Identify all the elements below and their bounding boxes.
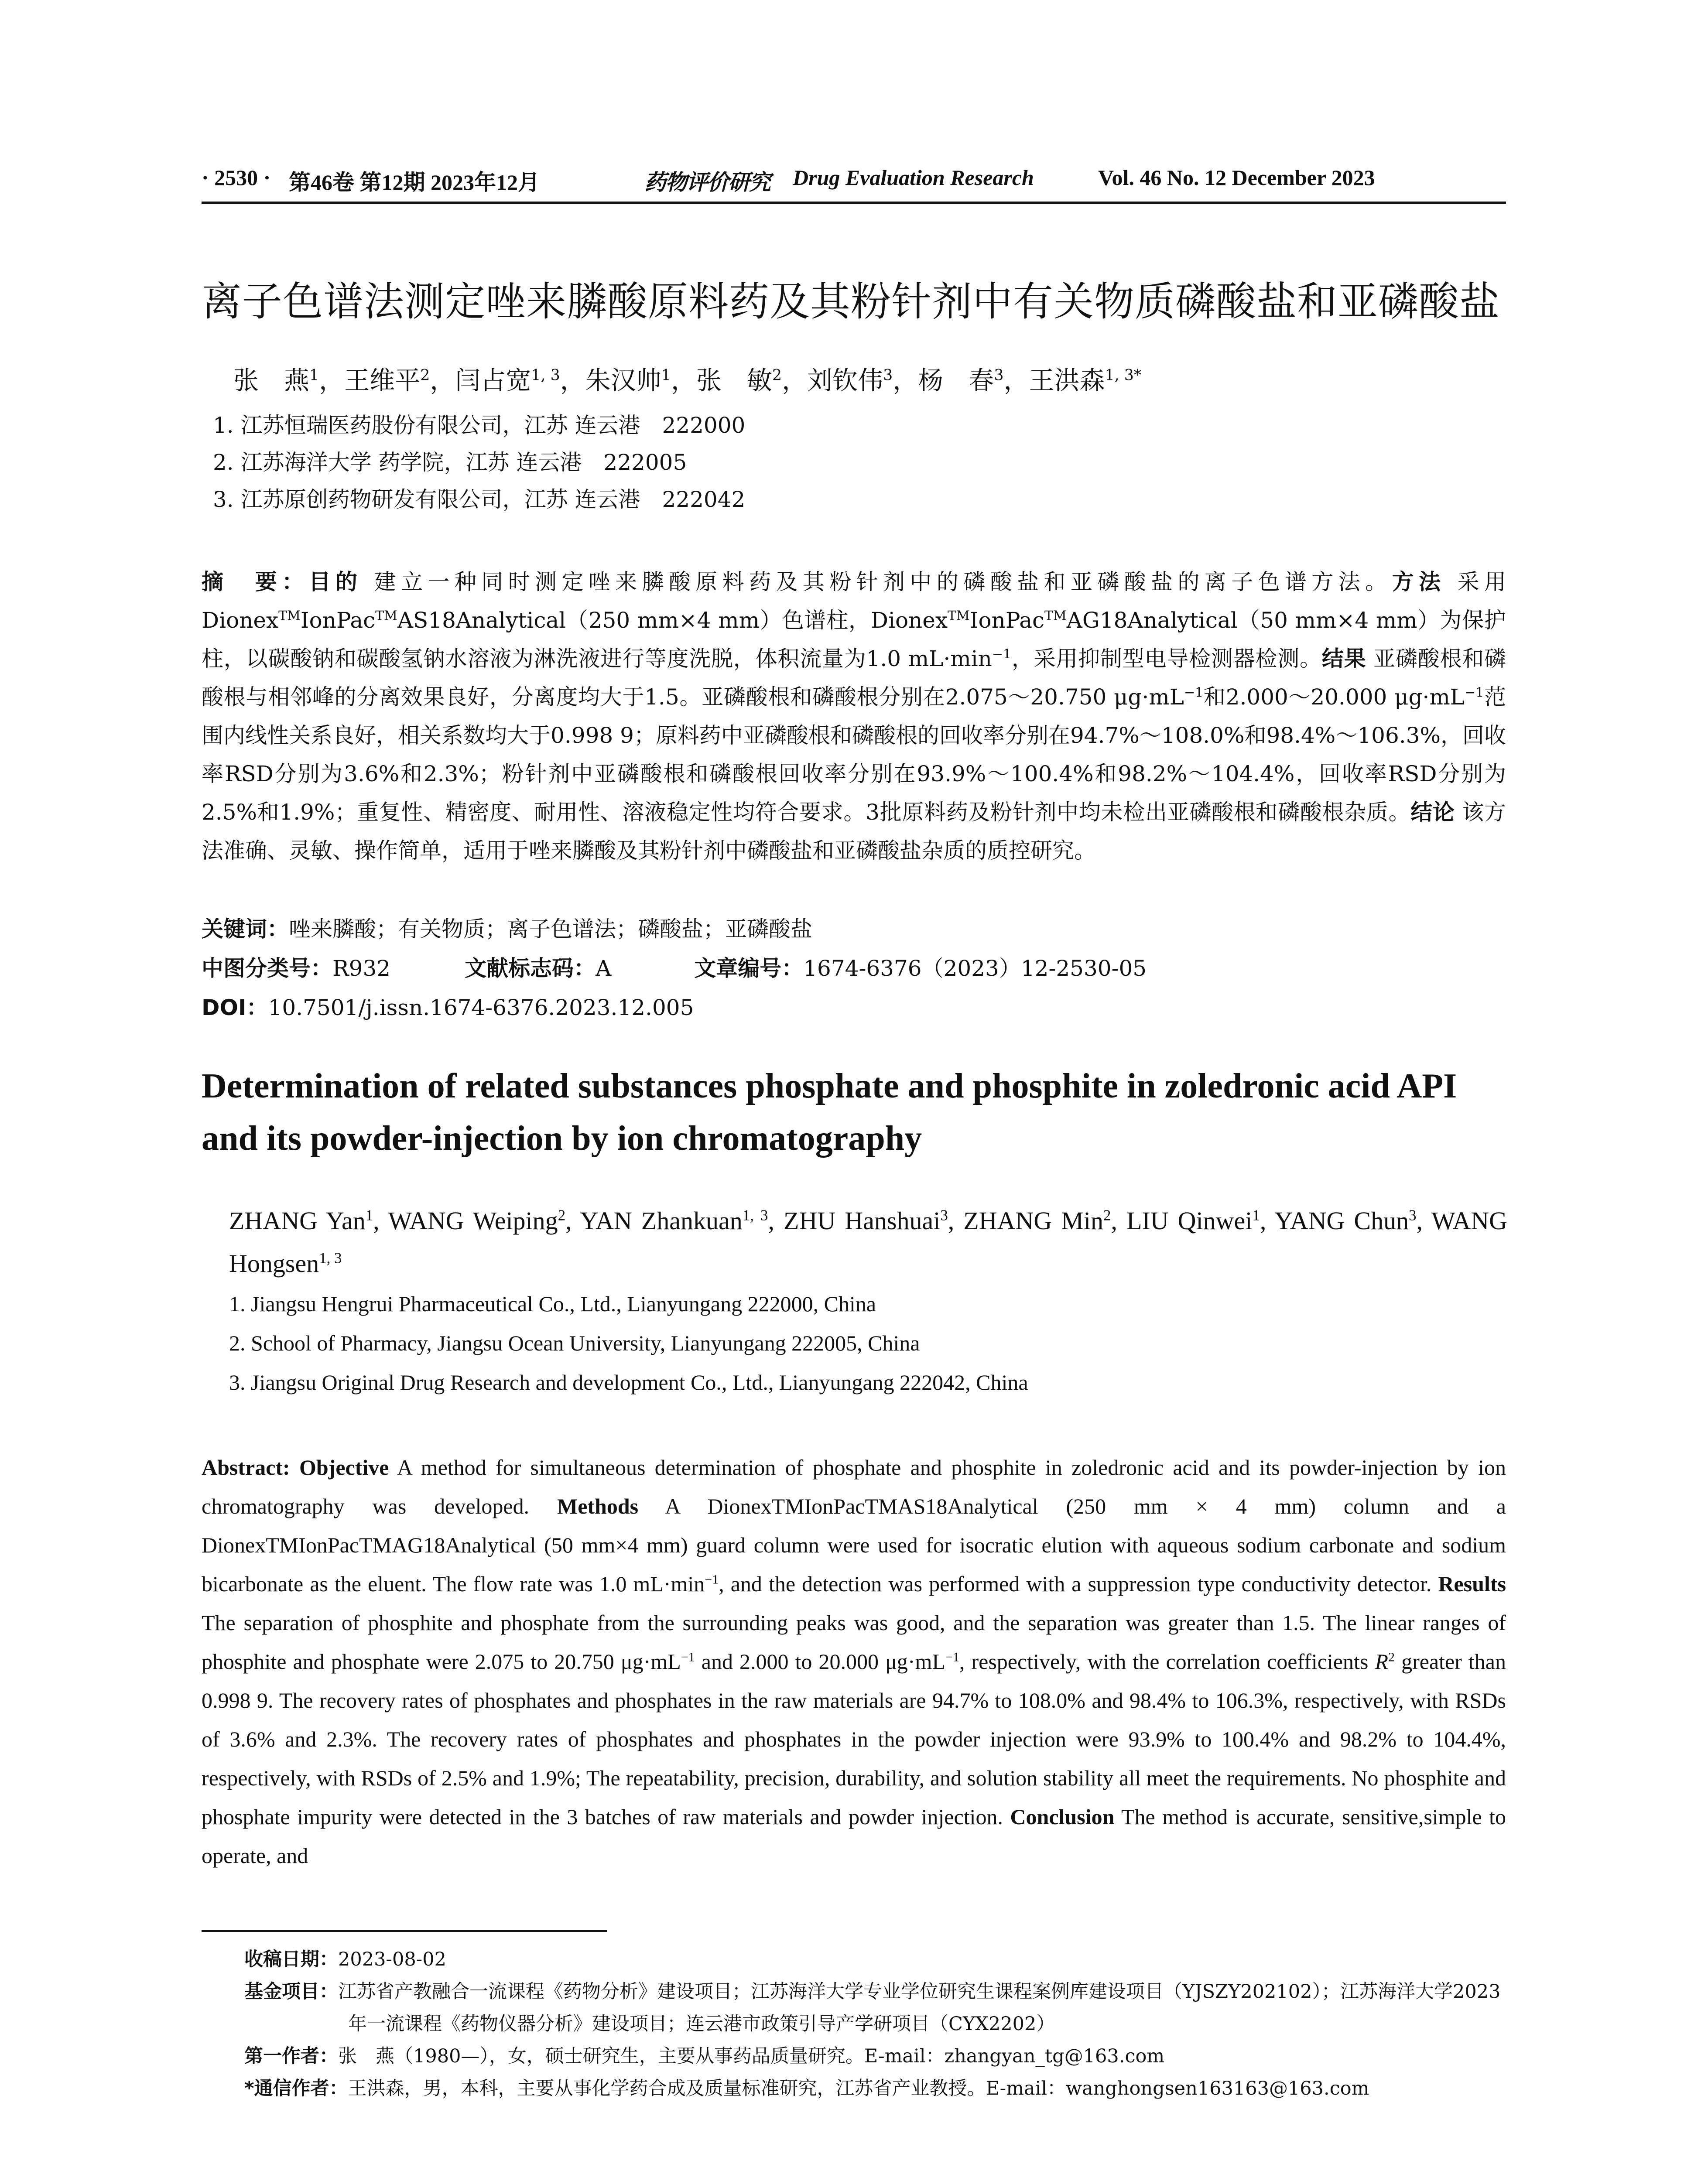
affiliation-en: 3. Jiangsu Original Drug Research and development Co., Ltd., Lianyungang 222042, China [229,1370,1028,1395]
header-rule [202,202,1506,204]
conclusion-label: 结论 [1410,800,1455,825]
author-affil-sup: 3 [883,366,893,384]
author-cn: 朱汉帅 [585,366,661,395]
abstract-label: 摘 要： [202,569,309,595]
exponent-sup: −1 [992,646,1012,662]
keywords-cn [202,912,1506,943]
abstract-cn [202,563,1506,870]
author-affil-sup: 2 [1103,1207,1111,1224]
conclusion-label: Conclusion [1010,1805,1115,1829]
author-affil-sup: 3 [940,1207,948,1224]
methods-label: Methods [557,1494,639,1518]
results-text: and 2.000 to 20.000 μg·mL [695,1649,945,1674]
trademark-sup: TM [1044,608,1067,624]
results-label: Results [1438,1572,1506,1596]
methods-text: 采用Dionex [202,569,1506,633]
methods-label: 方法 [1392,569,1446,595]
author-affil-sup: 1, 3 [742,1207,768,1224]
footnote-text: 张 燕（1980—），女，硕士研究生，主要从事药品质量研究。E-mail：zhangyan_tg@163.com [338,2045,1165,2067]
footnote-corresponding [244,2072,1509,2105]
trademark-sup: TM [375,608,397,624]
authors-cn: 张 燕$^1$，王维平$^2$，闫占宽$^{1, 3}$，朱汉帅$^1$，张 敏$^2$，刘钦伟$^3$，杨 春$^3$，王洪森$^{1, 3*}$ [233,366,1142,395]
trademark-sup: TM [278,608,301,624]
affiliation-cn: 2. 江苏海洋大学 药学院，江苏 连云港 222005 [213,450,687,475]
r-symbol: R [1375,1649,1389,1674]
author-cn: 杨 春 [918,366,994,395]
objective-label: Objective [299,1455,389,1480]
classification-line [202,951,1506,982]
author-affil-sup: 2 [420,366,430,384]
footnote-first-author [244,2040,1509,2072]
footnote-text: 江苏省产教融合一流课程《药物分析》建设项目；江苏海洋大学专业学位研究生课程案例库建设项目（YJSZY202102）；江苏海洋大学2023年一流课程《药物仪器分析》建设项目；连云港市政策引导产学研项目（CYX2202） [338,1981,1501,2035]
results-label: 结果 [1321,646,1366,671]
conclusion-text: The method is accurate, sensitive,simple to operate, and [202,1805,1506,1868]
doc-code-label: 文献标志码： [465,956,596,981]
author-en: ZHU Hanshuai [784,1207,941,1235]
affiliation-cn: 3. 江苏原创药物研发有限公司，江苏 连云港 222042 [213,487,746,512]
affiliation-cn: 1. 江苏恒瑞医药股份有限公司，江苏 连云港 222000 [213,413,746,438]
title-cn: 离子色谱法测定唑来膦酸原料药及其粉针剂中有关物质磷酸盐和亚磷酸盐 [202,278,1500,325]
author-cn: 王洪森 [1029,366,1105,395]
article-number-label: 文章编号： [694,956,804,981]
exponent-sup: −1 [945,1650,959,1665]
keywords-label: 关键词： [202,916,289,942]
article-number-value: 1674-6376（2023）12-2530-05 [803,956,1147,981]
footnote-fund [244,1976,1509,2040]
author-en: ZHANG Yan [229,1207,366,1235]
title-en: Determination of related substances phosphate and phosphite in zoledronic acid API and its powder-injection by ion chromatography [202,1067,1457,1158]
methods-text: ，采用抑制型电导检测器检测。 [1011,646,1322,671]
running-header [202,165,1506,195]
author-en: YAN Zhankuan [580,1207,743,1235]
author-affil-sup: 1, 3* [1105,366,1142,384]
doi-label: DOI： [202,995,268,1020]
author-en: ZHANG Min [963,1207,1104,1235]
abstract-en [202,1448,1506,1875]
methods-text: AS18Analytical（250 mm×4 mm）色谱柱，Dionex [397,608,948,633]
author-en: LIU Qinwei [1126,1207,1253,1235]
footnote-label: 收稿日期： [244,1949,338,1970]
author-cn: 王维平 [344,366,421,395]
methods-text: A DionexTMIonPacTMAS18Analytical (250 mm × 4 mm) column and a DionexTMIonPacTMAG18Analytical (50 mm×4 mm) guard column were used for isocratic elution with aqueous sodium carbonate and sodium bicarbonate as the eluent. The flow rate was 1.0 mL·min [202,1494,1506,1596]
issue-en: Vol. 46 No. 12 December 2023 [1098,165,1375,190]
author-affil-sup: 1 [1252,1207,1260,1224]
footnote-text: 王洪森，男，本科，主要从事化学药合成及质量标准研究，江苏省产业教授。E-mail：wanghongsen163163@163.com [348,2078,1369,2099]
methods-text: IonPac [969,608,1045,633]
author-cn: 张 敏 [696,366,772,395]
exponent-sup: −1 [1184,685,1204,701]
results-text: 亚磷酸根和磷酸根与相邻峰的分离效果良好，分离度均大于1.5。亚磷酸根和磷酸根分别在2.075～20.750 μg·mL [202,646,1506,710]
results-text: greater than 0.998 9. The recovery rates of phosphates and phosphates in the raw materials are 94.7% to 108.0% and 98.4% to 106.3%, respectively, with RSDs of 3.6% and 2.3%. The recovery rates of phosphates and phosphates in the powder injection were 93.9% to 100.4% and 98.2% to 104.4%, respectively, with RSDs of 2.5% and 1.9%; The repeatability, precision, durability, and solution stability all meet the requirements. No phosphite and phosphate impurity were detected in the 3 batches of raw materials and powder injection. [202,1649,1506,1829]
trademark-sup: TM [948,608,970,624]
author-affil-sup: 1, 3 [531,366,560,384]
author-affil-sup: 1, 3 [319,1249,342,1267]
objective-text: 建立一种同时测定唑来膦酸原料药及其粉针剂中的磷酸盐和亚磷酸盐的离子色谱方法。 [374,569,1392,595]
author-cn: 刘钦伟 [807,366,883,395]
objective-label: 目的 [308,569,363,595]
authors-en: ZHANG Yan$^1$, WANG Weiping$^2$, YAN Zhankuan$^{1, 3}$, ZHU Hanshuai$^3$, ZHANG Min$^2$, LIU Qinwei$^1$, YANG Chun$^3$, WANG Hongsen$^{1, 3}$ [229,1207,1507,1278]
footnote-label: 第一作者： [244,2045,338,2067]
exponent-sup: −1 [1465,685,1484,701]
footnote-text: 2023-08-02 [338,1949,446,1970]
results-text: , respectively, with the correlation coefficients [959,1649,1375,1674]
author-affil-sup: 2 [772,366,782,384]
footnote-label: 基金项目： [244,1981,338,2003]
author-affil-sup: 3 [1409,1207,1417,1224]
journal-name-en: Drug Evaluation Research [793,165,1034,190]
exponent-sup: −1 [681,1650,695,1665]
footnote-label: *通信作者： [244,2078,348,2099]
author-cn: 闫占宽 [455,366,531,395]
conclusion-text: 该方法准确、灵敏、操作简单，适用于唑来膦酸及其粉针剂中磷酸盐和亚磷酸盐杂质的质控研究。 [202,800,1506,863]
issue-cn: 第46卷 第12期 2023年12月 [289,170,540,195]
methods-text: AG18Analytical（50 mm×4 mm）为保护柱，以碳酸钠和碳酸氢钠水溶液为淋洗液进行等度洗脱，体积流量为1.0 mL·min [202,608,1506,671]
abstract-label: Abstract: [202,1455,290,1480]
objective-text: A method for simultaneous determination of phosphate and phosphite in zoledronic acid and its powder-injection by ion chromatography was developed. [202,1455,1506,1518]
author-affil-sup: 2 [558,1207,566,1224]
footnotes [244,1943,1509,2105]
exponent-sup: −1 [705,1572,719,1587]
author-affil-sup: 1 [365,1207,373,1224]
footnote-rule [202,1930,607,1932]
author-cn: 张 燕 [233,366,310,395]
results-text: The separation of phosphite and phosphate from the surrounding peaks was good, and the separation was greater than 1.5. The linear ranges of phosphite and phosphate were 2.075 to 20.750 μg·mL [202,1610,1506,1674]
doc-code-value: A [596,956,612,981]
author-en: YANG Chun [1274,1207,1409,1235]
results-text: 范围内线性关系良好，相关系数均大于0.998 9；原料药中亚磷酸根和磷酸根的回收率分别在94.7%～108.0%和98.4%～106.3%，回收率RSD分别为3.6%和2.3%；粉针剂中亚磷酸根和磷酸根回收率分别在93.9%～100.4%和98.2%～104.4%，回收率RSD分别为2.5%和1.9%；重复性、精密度、耐用性、溶液稳定性均符合要求。3批原料药及粉针剂中均未检出亚磷酸根和磷酸根杂质。 [202,684,1506,825]
affiliation-en: 2. School of Pharmacy, Jiangsu Ocean University, Lianyungang 222005, China [229,1331,920,1355]
author-en: WANG Weiping [388,1207,558,1235]
keywords-value: 唑来膦酸；有关物质；离子色谱法；磷酸盐；亚磷酸盐 [289,916,812,942]
author-affil-sup: 1 [661,366,671,384]
methods-text: , and the detection was performed with a suppression type conductivity detector. [719,1572,1432,1596]
journal-brand-cn: 药物评价研究 [644,169,770,195]
doi-line [202,990,1506,1022]
methods-text: IonPac [300,608,376,633]
author-en: WANG Hongsen [229,1207,1507,1278]
affiliation-en: 1. Jiangsu Hengrui Pharmaceutical Co., Ltd., Lianyungang 222000, China [229,1292,876,1316]
exponent-sup: 2 [1388,1650,1395,1665]
doi-value[interactable]: 10.7501/j.issn.1674-6376.2023.12.005 [268,995,694,1020]
clc-label: 中图分类号： [202,956,332,981]
results-text: 和2.000～20.000 μg·mL [1203,684,1465,710]
author-affil-sup: 3 [994,366,1004,384]
clc-value: R932 [332,956,391,981]
author-affil-sup: 1 [309,366,319,384]
footnote-received [244,1943,1509,1976]
page-number: · 2530 · [202,165,271,190]
